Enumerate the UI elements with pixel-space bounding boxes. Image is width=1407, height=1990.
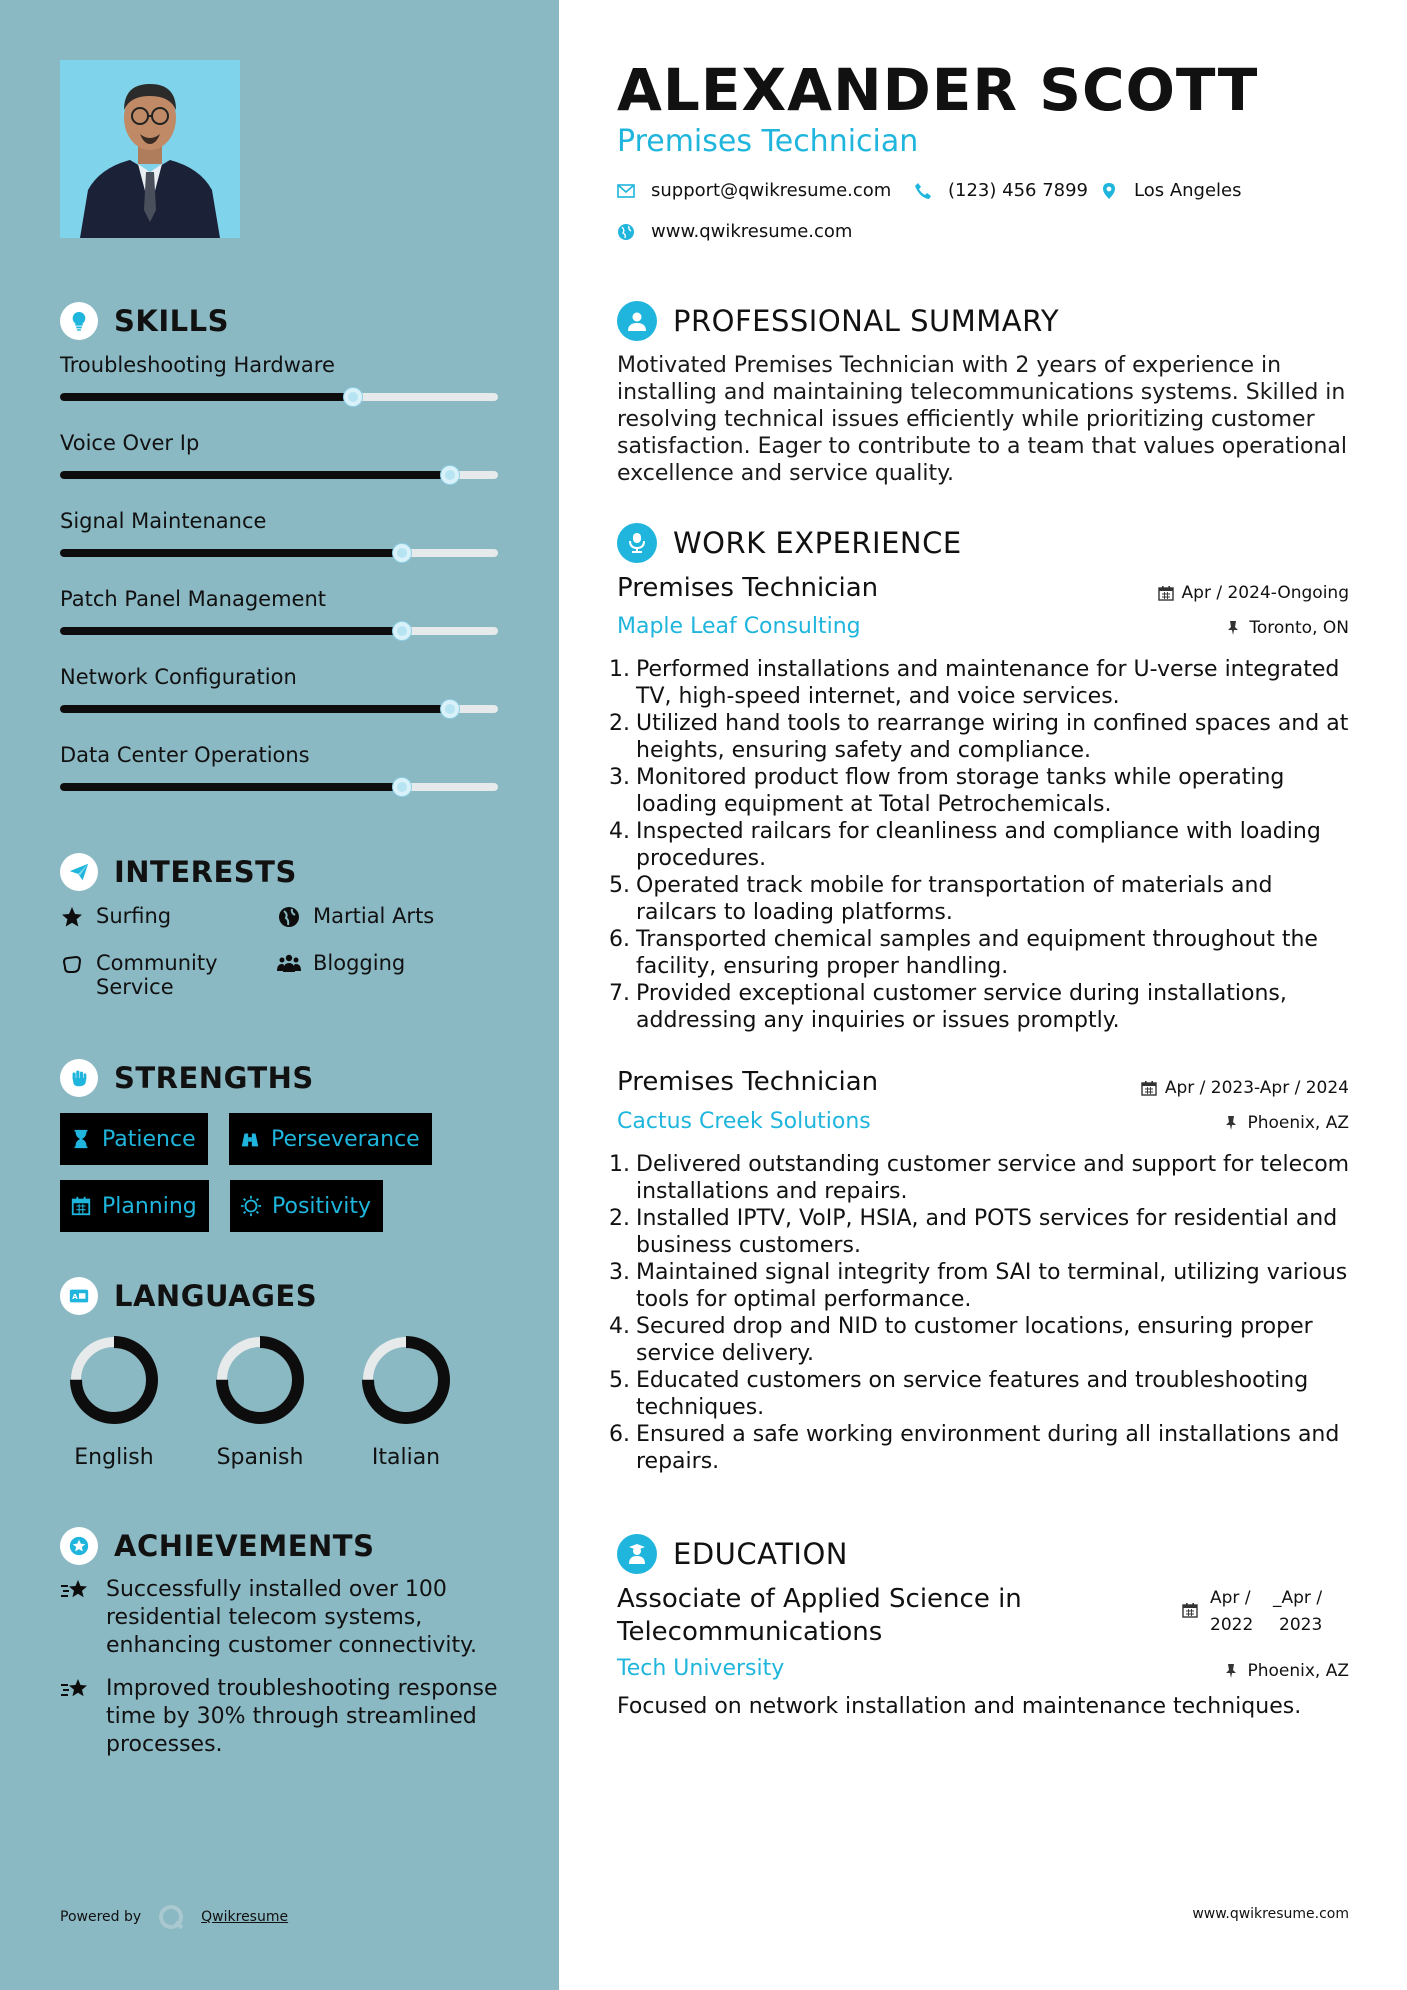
skill-bar-track (60, 627, 498, 635)
calendar-icon (1158, 585, 1174, 601)
interest-label: Blogging (313, 951, 406, 975)
bullet-item: 1. Delivered outstanding customer service and support for telecom installations and repairs. (608, 1151, 1353, 1205)
calendar-icon (70, 1195, 92, 1217)
bullet-text: Installed IPTV, VoIP, HSIA, and POTS services for residential and business customers. (636, 1206, 1338, 1258)
shooting-star-icon (60, 1677, 90, 1703)
strengths-heading (60, 1059, 314, 1097)
strength-tag (230, 1180, 383, 1232)
interests-title: INTERESTS (114, 855, 297, 889)
paper-plane-icon (60, 853, 98, 891)
svg-text:A: A (72, 1292, 78, 1302)
email-text[interactable]: support@qwikresume.com (651, 180, 892, 201)
language-ring (67, 1333, 161, 1427)
profile-photo (60, 60, 240, 238)
job-dates-text: Apr / 2023-Apr / 2024 (1164, 1078, 1349, 1098)
strength-tag (60, 1113, 208, 1165)
bullet-item: 4. Inspected railcars for cleanliness and compliance with loading procedures. (608, 818, 1353, 872)
globe-icon (617, 223, 635, 241)
bullet-text: Ensured a safe working environment during all installations and repairs. (636, 1422, 1340, 1474)
bullet-item: 3. Maintained signal integrity from SAI to terminal, utilizing various tools for optimal performance. (608, 1259, 1353, 1313)
bullet-text: Transported chemical samples and equipment throughout the facility, ensuring proper handling. (636, 927, 1318, 979)
qwikresume-logo-icon (157, 1903, 185, 1931)
language-ring (213, 1333, 307, 1427)
interests-heading (60, 853, 297, 891)
skill-bar-knob (393, 544, 411, 562)
job-location (1223, 1113, 1349, 1133)
job-location (1225, 618, 1349, 638)
school-name: Tech University (617, 1656, 785, 1681)
location-text: Los Angeles (1134, 180, 1242, 201)
skill-bar-knob (393, 622, 411, 640)
bullet-item: 1. Performed installations and maintenance for U-verse integrated TV, high-speed internet, and voice services. (608, 656, 1353, 710)
id-card-icon (60, 1277, 98, 1315)
skill-bar-fill (60, 705, 450, 713)
skill-item (60, 353, 498, 377)
job-role: Premises Technician (617, 573, 879, 603)
achievements-title: ACHIEVEMENTS (114, 1529, 375, 1563)
skill-bar-track (60, 393, 498, 401)
contact-email (617, 180, 891, 201)
skill-label: Troubleshooting Hardware (60, 353, 335, 377)
company-name: Cactus Creek Solutions (617, 1109, 871, 1134)
bullet-item: 6. Transported chemical samples and equipment throughout the facility, ensuring proper handling. (608, 926, 1353, 980)
education-heading (617, 1534, 848, 1574)
strength-tag (60, 1180, 209, 1232)
language-label: Spanish (216, 1445, 304, 1470)
job-dates (1141, 1078, 1349, 1098)
bullet-item: 6. Ensured a safe working environment during all installations and repairs. (608, 1421, 1353, 1475)
interest-label: Surfing (96, 904, 172, 928)
bullet-text: Maintained signal integrity from SAI to terminal, utilizing various tools for optimal performance. (636, 1260, 1348, 1312)
education-title: EDUCATION (673, 1537, 849, 1571)
bullet-text: Utilized hand tools to rearrange wiring in confined spaces and at heights, ensuring safety and compliance. (636, 711, 1349, 763)
bullet-text: Educated customers on service features and troubleshooting techniques. (636, 1368, 1309, 1420)
language-label: Italian (371, 1445, 441, 1470)
education-description: Focused on network installation and maintenance techniques. (617, 1694, 1302, 1719)
job-bullets (608, 1151, 1353, 1475)
skill-item (60, 509, 498, 533)
job-bullets (608, 656, 1353, 1034)
education-location (1223, 1661, 1349, 1681)
language-label: English (74, 1445, 154, 1470)
skill-bar-fill (60, 393, 353, 401)
skill-bar-knob (441, 700, 459, 718)
skill-bar-track (60, 705, 498, 713)
interest-label: Community Service (96, 951, 218, 999)
users-icon (277, 952, 301, 976)
strength-tag (229, 1113, 432, 1165)
user-icon (617, 301, 657, 341)
language-item (64, 1333, 164, 1470)
skill-bar-fill (60, 549, 402, 557)
interest-item (60, 904, 171, 929)
achievement-item (60, 1675, 500, 1759)
powered-by (60, 1903, 288, 1931)
shooting-star-icon (60, 1578, 90, 1604)
achievements-heading (60, 1527, 374, 1565)
job-location-text: Phoenix, AZ (1247, 1113, 1349, 1133)
calendar-icon (1182, 1602, 1198, 1618)
bullet-item: 2. Utilized hand tools to rearrange wiring in confined spaces and at heights, ensuring safety and compliance. (608, 710, 1353, 764)
bullet-item: 2. Installed IPTV, VoIP, HSIA, and POTS services for residential and business customers. (608, 1205, 1353, 1259)
language-ring (359, 1333, 453, 1427)
skill-bar-track (60, 783, 498, 791)
skills-title: SKILLS (114, 304, 229, 338)
contact-location (1100, 180, 1242, 201)
strength-label: Patience (102, 1126, 196, 1152)
language-item (210, 1333, 310, 1470)
strengths-title: STRENGTHS (114, 1061, 314, 1095)
achievement-text: Successfully installed over 100 residential telecom systems, enhancing customer connectivity. (106, 1577, 477, 1658)
job-role: Premises Technician (617, 1067, 879, 1097)
skill-bar-fill (60, 627, 402, 635)
company-name: Maple Leaf Consulting (617, 614, 861, 639)
summary-title: PROFESSIONAL SUMMARY (673, 304, 1060, 338)
edu-end-year: 2023 (1279, 1615, 1323, 1635)
contact-website (617, 221, 852, 242)
binoculars-icon (239, 1128, 261, 1150)
envelope-icon (617, 182, 635, 200)
education-location-text: Phoenix, AZ (1247, 1661, 1349, 1681)
skill-bar-knob (393, 778, 411, 796)
website-text[interactable]: www.qwikresume.com (651, 221, 853, 242)
bullet-item: 4. Secured drop and NID to customer locations, ensuring proper service delivery. (608, 1313, 1353, 1367)
skill-bar-knob (441, 466, 459, 484)
skill-label: Patch Panel Management (60, 587, 327, 611)
candidate-name: ALEXANDER SCOTT (617, 56, 1259, 124)
fist-icon (60, 1059, 98, 1097)
powered-by-label: Powered by (60, 1909, 142, 1925)
bullet-item: 5. Operated track mobile for transportation of materials and railcars to loading platforms. (608, 872, 1353, 926)
hand-icon (60, 952, 84, 976)
summary-text: Motivated Premises Technician with 2 years of experience in installing and maintaining telecommunications systems. Skilled in resolving technical issues efficiently while prioritizing customer satisfaction. Eager to contribute to a team that values operational excellence and service quality. (617, 353, 1347, 486)
experience-title: WORK EXPERIENCE (673, 526, 962, 560)
pushpin-icon (1223, 1663, 1239, 1679)
interest-item (277, 904, 434, 929)
contact-phone (914, 180, 1088, 201)
skills-heading (60, 302, 229, 340)
edu-start-month: Apr / (1210, 1588, 1251, 1608)
pushpin-icon (1223, 1115, 1239, 1131)
bullet-text: Operated track mobile for transportation of materials and railcars to loading platforms. (636, 873, 1273, 925)
skill-label: Data Center Operations (60, 743, 310, 767)
sun-icon (240, 1195, 262, 1217)
globe-icon (277, 905, 301, 929)
skill-label: Network Configuration (60, 665, 297, 689)
calendar-icon (1141, 1080, 1157, 1096)
bullet-item: 7. Provided exceptional customer service during installations, addressing any inquiries or issues promptly. (608, 980, 1353, 1034)
achievement-text: Improved troubleshooting response time by 30% through streamlined processes. (106, 1676, 498, 1757)
strength-label: Perseverance (271, 1126, 420, 1152)
phone-text[interactable]: (123) 456 7899 (948, 180, 1089, 201)
edu-end-month: _Apr / (1273, 1588, 1323, 1608)
job-location-text: Toronto, ON (1249, 618, 1349, 638)
education-dates (1182, 1585, 1322, 1639)
achievement-item (60, 1576, 500, 1660)
star-badge-icon (60, 1527, 98, 1565)
job-dates (1158, 583, 1349, 603)
footer-website[interactable]: www.qwikresume.com (1192, 1906, 1349, 1922)
skill-item (60, 743, 498, 767)
bullet-text: Provided exceptional customer service during installations, addressing any inquiries or issues promptly. (636, 981, 1287, 1033)
graduate-icon (617, 1534, 657, 1574)
hourglass-icon (70, 1128, 92, 1150)
skill-item (60, 665, 498, 689)
skill-bar-track (60, 549, 498, 557)
languages-title: LANGUAGES (114, 1279, 318, 1313)
bullet-text: Performed installations and maintenance for U-verse integrated TV, high-speed internet, and voice services. (636, 657, 1340, 709)
bullet-text: Inspected railcars for cleanliness and compliance with loading procedures. (636, 819, 1321, 871)
strength-label: Positivity (272, 1193, 372, 1219)
edu-start-year: 2022 (1210, 1615, 1254, 1635)
strength-label: Planning (102, 1193, 197, 1219)
skill-bar-knob (344, 388, 362, 406)
interest-item (277, 951, 405, 976)
bullet-item: 5. Educated customers on service features and troubleshooting techniques. (608, 1367, 1353, 1421)
skill-bar-fill (60, 471, 450, 479)
languages-heading (60, 1277, 317, 1315)
job-dates-text: Apr / 2024-Ongoing (1181, 583, 1349, 603)
skill-bar-track (60, 471, 498, 479)
interest-label: Martial Arts (313, 904, 435, 928)
skill-item (60, 587, 498, 611)
summary-heading (617, 301, 1059, 341)
candidate-title: Premises Technician (617, 124, 919, 159)
experience-heading (617, 523, 962, 563)
lightbulb-icon (60, 302, 98, 340)
bullet-text: Secured drop and NID to customer locations, ensuring proper service delivery. (636, 1314, 1313, 1366)
map-pin-icon (1100, 182, 1118, 200)
phone-icon (914, 182, 932, 200)
bullet-text: Monitored product flow from storage tanks while operating loading equipment at Total Petrochemicals. (636, 765, 1285, 817)
language-item (356, 1333, 456, 1470)
skill-label: Signal Maintenance (60, 509, 267, 533)
bullet-text: Delivered outstanding customer service and support for telecom installations and repairs. (636, 1152, 1350, 1204)
skill-item (60, 431, 498, 455)
pushpin-icon (1225, 620, 1241, 636)
skill-label: Voice Over Ip (60, 431, 200, 455)
interest-item (60, 951, 250, 999)
skill-bar-fill (60, 783, 402, 791)
degree-name: Associate of Applied Science in Telecommunications (617, 1584, 1022, 1647)
star-icon (60, 905, 84, 929)
podium-icon (617, 523, 657, 563)
qwikresume-link[interactable]: Qwikresume (201, 1909, 289, 1925)
bullet-item: 3. Monitored product flow from storage tanks while operating loading equipment at Total Petrochemicals. (608, 764, 1353, 818)
